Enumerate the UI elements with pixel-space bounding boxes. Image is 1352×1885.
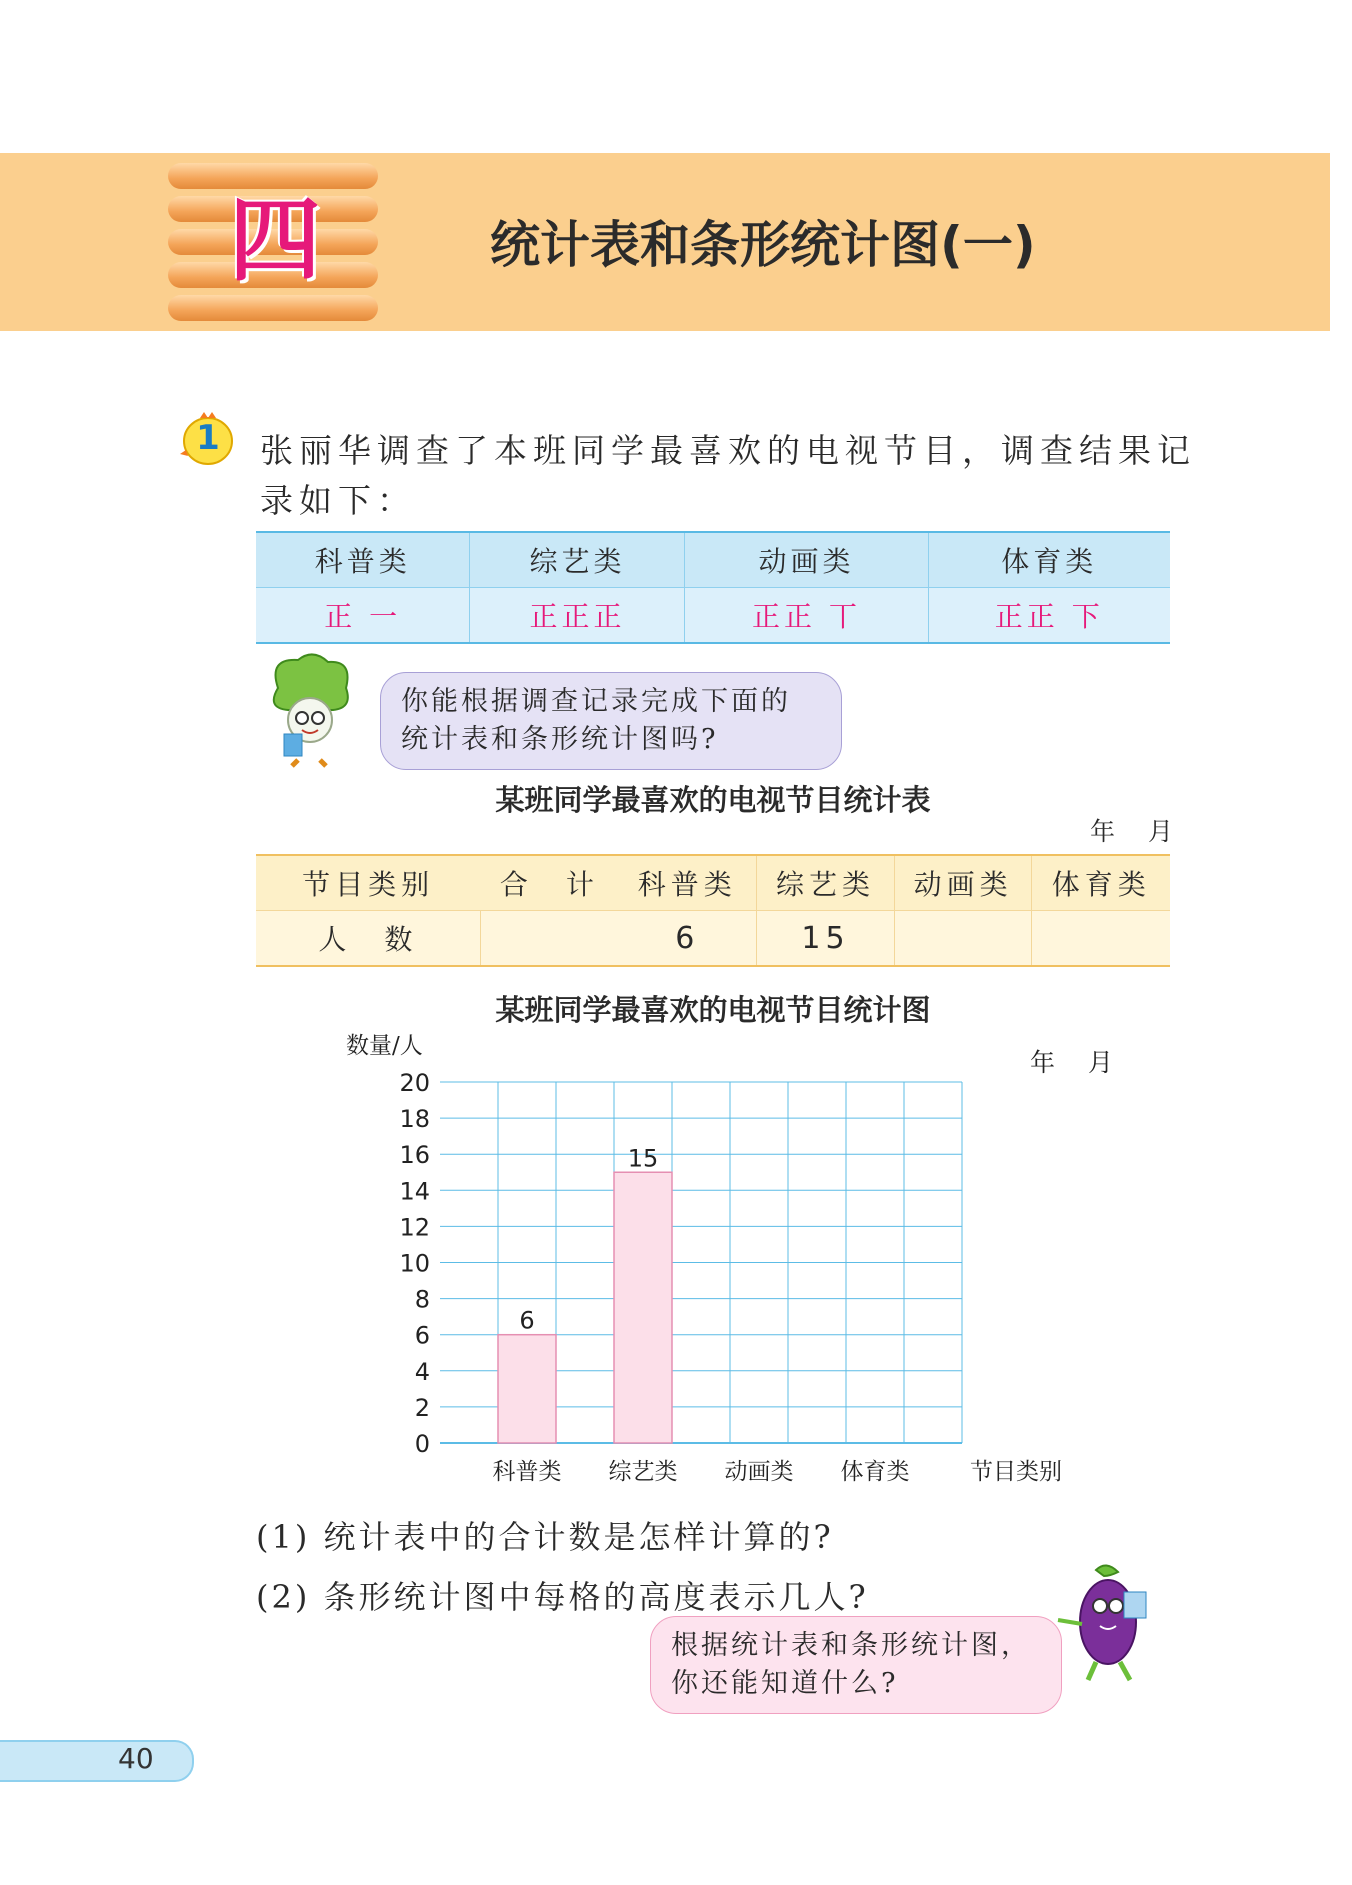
stats-table — [256, 854, 1170, 967]
hint-bubble — [380, 672, 842, 770]
tally-mark-cell: 正正 下 — [928, 588, 1170, 644]
tally-mark-cell: 正正正 — [470, 588, 685, 644]
stats-header-cell: 体育类 — [1032, 855, 1170, 911]
banner-stripe — [168, 295, 378, 321]
stats-header-cell: 科普类 — [619, 855, 757, 911]
data-label: 6 — [519, 1306, 535, 1335]
y-tick-label: 4 — [414, 1357, 430, 1386]
tally-header-cell: 科普类 — [256, 532, 470, 588]
problem-number: 1 — [196, 418, 220, 458]
hint-bubble-2-line2: 你还能知道什么? — [671, 1668, 899, 1699]
y-tick-label: 20 — [399, 1069, 430, 1097]
stats-header-cell: 节目类别 — [256, 855, 480, 911]
question-2: (2) 条形统计图中每格的高度表示几人? — [256, 1578, 869, 1616]
bar — [498, 1335, 556, 1443]
tally-table — [256, 531, 1170, 644]
hint-bubble-line1: 你能根据调查记录完成下面的 — [401, 686, 791, 717]
page-number: 40 — [118, 1742, 154, 1775]
tally-header-cell: 体育类 — [928, 532, 1170, 588]
chart-title: 某班同学最喜欢的电视节目统计图 — [495, 993, 931, 1027]
stats-value-cell: 6 — [619, 911, 757, 967]
y-tick-label: 16 — [399, 1141, 430, 1170]
stats-header-cell: 合 计 — [480, 855, 618, 911]
y-axis-title: 数量/人 — [346, 1033, 423, 1059]
tally-header-cell: 动画类 — [685, 532, 928, 588]
stats-total-cell — [480, 911, 618, 967]
x-tick-label: 综艺类 — [608, 1459, 678, 1485]
page-number-tab — [0, 1740, 194, 1782]
stats-header-cell: 综艺类 — [757, 855, 895, 911]
hint-bubble-2-line1: 根据统计表和条形统计图， — [671, 1630, 1031, 1661]
y-tick-label: 8 — [414, 1285, 430, 1314]
y-tick-label: 14 — [399, 1177, 430, 1206]
hint-bubble-2 — [650, 1616, 1062, 1714]
data-label: 15 — [627, 1144, 659, 1173]
bar — [614, 1172, 672, 1443]
problem-text-line1: 张丽华调查了本班同学最喜欢的电视节目，调查结果记 — [260, 431, 1196, 470]
stats-value-cell — [1032, 911, 1170, 967]
y-tick-label: 6 — [414, 1321, 430, 1350]
y-tick-label: 2 — [414, 1393, 430, 1422]
x-axis-title: 节目类别 — [970, 1459, 1062, 1485]
stats-value-cell: 15 — [757, 911, 895, 967]
x-tick-label: 动画类 — [724, 1459, 794, 1485]
cabbage-character-icon — [258, 648, 358, 768]
stats-table-caption: 某班同学最喜欢的电视节目统计表 — [495, 783, 931, 817]
y-tick-label: 12 — [399, 1213, 430, 1242]
tally-header-cell: 综艺类 — [470, 532, 685, 588]
x-tick-label: 科普类 — [492, 1459, 562, 1485]
stats-value-cell — [894, 911, 1032, 967]
question-1: (1) 统计表中的合计数是怎样计算的? — [256, 1518, 834, 1556]
stats-table-year-month: 年 月 — [1090, 817, 1178, 846]
y-tick-label: 10 — [399, 1249, 430, 1278]
stats-header-cell: 动画类 — [894, 855, 1032, 911]
bar-chart — [330, 1025, 1130, 1495]
problem-text-line2: 录如下： — [260, 481, 416, 520]
x-tick-label: 体育类 — [840, 1459, 910, 1485]
chapter-title: 统计表和条形统计图(一) — [490, 216, 1036, 274]
y-tick-label: 0 — [414, 1430, 430, 1458]
eggplant-character-icon — [1048, 1560, 1168, 1690]
stats-row-label: 人 数 — [256, 911, 480, 967]
tally-mark-cell: 正 一 — [256, 588, 470, 644]
tally-mark-cell: 正正 丅 — [685, 588, 928, 644]
y-tick-label: 18 — [399, 1105, 430, 1134]
chart-year-month: 年 月 — [1030, 1048, 1118, 1077]
hint-bubble-line2: 统计表和条形统计图吗? — [401, 724, 719, 755]
chapter-number: 四 — [228, 186, 321, 294]
